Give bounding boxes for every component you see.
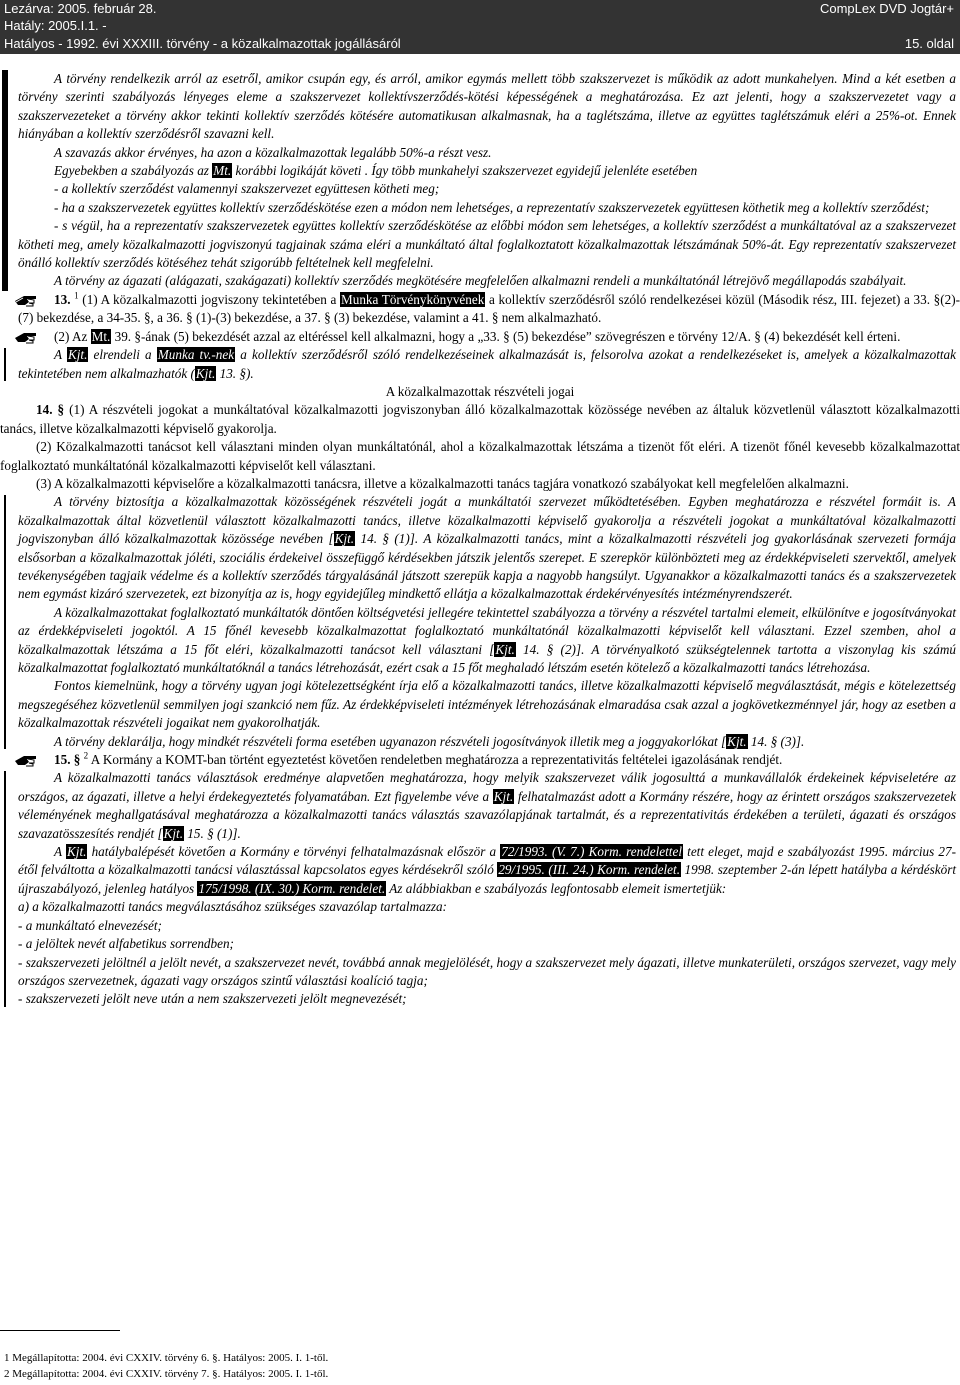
section-number: 14. § [36,402,65,418]
link-kjt[interactable]: Kjt. [67,347,88,363]
link-kjt[interactable]: Kjt. [493,788,514,804]
section-15 [0,751,960,769]
effective-date: Hatály: 2005.I.1. - [4,18,107,33]
link-munka-tv[interactable]: Munka tv.-nek [157,347,235,363]
link-kjt[interactable]: Kjt. [727,733,747,749]
list-item: - a jelöltek nevét alfabetikus sorrendben; [18,936,234,952]
document-body [0,70,960,1320]
paragraph: - ha a szakszervezetek együttes kollektív szerződéskötése ezen a módon nem lehetséges, a reprezentatív szakszervezetek együttesen köthetik meg a kollektív szerződést; [54,199,930,215]
pointing-hand-icon[interactable] [14,292,38,308]
paragraph: A törvény rendelkezik arról az esetről, amikor csupán egy, és arról, amikor egymás mellett több szakszervezet is működik az adott munkahelyen. Mind a két esetben a törvény szerinti szabályozás lényeges eleme a szakszervezet kollektívszerződés-kötési képességének a meghatározása. Ez azt jelenti, hogy a szakszervezetet vagy a szakszervezeteket a törvény akkor tekinti kollektív szerződés kötésére automatikusan alkalmasnak, ha a taglétszáma, illetve az együttes taglétszámuk eléri a 25%-ot. Ennek hiányában a kollektív szerződésről szavazni kell. [18,71,956,142]
paragraph: A Kjt. hatálybalépését követően a Kormány e törvényi felhatalmazásnak először a 72/1993. (V. 7.) Korm. rendelettel tett eleget, majd e szabályozást 1995. március 27-étől felváltotta a közalkalmazotti tanácsi választással kapcsolatos egyes kérdésekről szóló 29/1995. (III. 24.) Korm. rendelet. 1998. szeptember 2-án lépett hatályba a kérdéskört újraszabályozó, jelenleg hatályos 175/1998. (IX. 30.) Korm. rendelet. Az alábbiakban e szabályozás legfontosabb elemeit ismertetjük: [18,844,956,896]
pointing-hand-icon[interactable] [14,752,38,768]
paragraph: A Kjt. elrendeli a Munka tv.-nek a kollektív szerződésről szóló rendelkezéseinek alkalmazását is, felsorolva azokat a rendelkezéseket is, amelyek a közalkalmazottak tekintetében nem alkalmazhatók (Kjt. 13. §). [18,347,957,381]
paragraph: A törvény biztosítja a közalkalmazottak közösségének részvételi jogát a munkáltatói szervezet működtetésében. Egyben meghatározza e részvétel formáit is. A közalkalmazottak által közvetlenül választott közalkalmazotti tanács, illetve közalkalmazotti képviselő gyakorolja a részvételi jogokat a munkáltatóval közalkalmazotti jogviszonyban álló közalkalmazottak közössége nevében [Kjt. 14. § (1)]. A közalkalmazotti tanács, mint a közalkalmazotti részvételi jog gyakorlásának szervezeti formája elsősorban a közalkalmazottak jóléti, szociális érdekeivel összefüggő kérdésekben játszik jelentős szerepet. E szerepkör különbözteti meg az érdekképviseleti szervektől, amelyek tevékenységében tagjaik védelme és a kollektív szerződés tárgyalásánál játszott szerepük kapja a nagyobb hangsúlyt. Ugyanakkor a közalkalmazotti tanács és a szakszervezetek nem egymást kizáró szervezetek, ezt bizonyítja az is, hogy egyidejűleg mindkettő ellátja a közalkalmazottak érdekérvényesítés intézményrendszerét. [18,494,957,602]
paragraph: A törvény az ágazati (alágazati, szakágazati) kollektív szerződés megkötésére megfelelően alkalmazni rendeli a munkáltatónál létrejövő megállapodás szabályait. [54,273,907,289]
section-number: 13. [54,291,71,307]
page-number: 15. oldal [904,36,954,51]
paragraph: A közalkalmazottakat foglalkoztató munkáltatók döntően költségvetési jellegére tekintettel szabályozza a törvény a részvétel tartalmi elemeit, elkülönítve e jogosítványokat az érdekképviseleti jogoktól. A 15 főnél kevesebb közalkalmazottat foglalkoztató munkáltatónál közalkalmazotti képviselőt kell választani. Ezzel szemben, ahol a közalkalmazottak létszáma a 15 főt eléri, közalkalmazotti tanácsot kell választani [Kjt. 14. § (2)]. A törvényalkotó szükségtelennek tartotta a viszonylag kis számú közalkalmazottat foglalkoztató munkáltatóknál a tanács létrehozását, ezért csak a 15 főt meghaladó létszám esetén kötelező a közalkalmazotti tanács létrehozása. [18,604,956,675]
footnote-divider [0,1330,120,1331]
section-number: 15. § [54,752,81,768]
list-item: - szakszervezeti jelölt neve után a nem szakszervezeti jelölt megnevezését; [18,991,407,1007]
paragraph: Fontos kiemelnünk, hogy a törvény ugyan jogi kötelezettségként írja elő a közalkalmazotti tanács, illetve közalkalmazotti képviselő megválasztását, mégis e kötelezettség megszegéséhez közvetlenül semmilyen jogi szankció nem fűz. Az érdekképviseleti intézmények létrehozásának elmaradása csak azzal a jogkövetkezménnyel jár, hogy az esetben a közalkalmazottak részvételi jogaikat nem gyakorolhatják. [18,678,956,731]
section-14-paragraph-2: (2) Közalkalmazotti tanácsot kell választani minden olyan munkáltatónál, ahol a közalkalmazottak létszáma a tizenöt főt eléri. A tizenöt főnél kevesebb közalkalmazottat foglalkoztató munkáltatónál közalkalmazotti képviselőt kell választani. [0,439,960,473]
link-mt[interactable]: Mt. [91,328,111,344]
commentary-block-12 [0,70,960,291]
list-item: - szakszervezeti jelöltnél a jelölt nevét, a szakszervezet nevét, továbbá annak megjelölését, hogy a szakszervezet mely ágazati, illetve munkaterületi, országos szervezet, vagy mely országos szervezetnek, ágazati vagy országos szintű választási koalíció tagja; [18,954,956,988]
closing-date: Lezárva: 2005. február 28. [4,1,157,16]
paragraph: A törvény deklarálja, hogy mindkét részvételi forma esetében ugyanazon részvételi jogosítványok illetik meg a joggyakorlókat [Kjt. 14. § (3)]. [54,733,805,749]
commentary-block-15 [0,769,960,1008]
list-item: - a munkáltató elnevezését; [18,917,162,933]
section-14-paragraph-3: (3) A közalkalmazotti képviselőre a közalkalmazotti tanácsra, illetve a közalkalmazotti tanács tagjára vonatkozó szabályokat kell megfelelően alkalmazni. [36,475,849,491]
commentary-block-14 [0,493,960,751]
section-15-paragraph: 15. § $^2$ A Kormány a KOMT-ban történt egyeztetést követően rendeletben meghatározza a reprezentativitás feltételei igazolásának rendjét. [54,750,783,768]
footnote-1: 1 Megállapította: 2004. évi CXXIV. törvény 6. §. Hatályos: 2005. I. 1-től. [4,1352,329,1364]
paragraph: A szavazás akkor érvényes, ha azon a közalkalmazottak legalább 50%-a részt vesz. [54,144,492,160]
link-kjt[interactable]: Kjt. [495,641,515,657]
link-decree-72-1993[interactable]: 72/1993. (V. 7.) Korm. rendelettel [501,844,682,860]
footnote-ref-1[interactable]: 1 [74,290,79,301]
product-name: CompLex DVD Jogtár+ [819,1,954,16]
link-mt[interactable]: Mt. [213,163,232,179]
subtitle: A közalkalmazottak részvételi jogai [385,383,575,399]
link-kjt[interactable]: Kjt. [334,531,355,547]
page-header [0,0,960,54]
section-13 [0,291,960,328]
law-title: Hatályos - 1992. évi XXXIII. törvény - a közalkalmazottak jogállásáról [4,36,401,51]
list-item: a) a közalkalmazotti tanács megválasztásához szükséges szavazólap tartalmazza: [18,899,447,915]
paragraph: - a kollektív szerződést valamennyi szakszervezet együttesen kötheti meg; [54,181,440,197]
paragraph: - s végül, ha a reprezentatív szakszervezetek együttes kollektív szerződéskötése az előbbi módon sem lehetséges, a kollektív szerződést a munkáltatóval az a szakszervezet kötheti meg, amely közalkalmazotti jogviszonyú tagjainak száma eléri a munkáltató által foglalkoztatott közalkalmazottak létszámának 50%-át. Egy reprezentatív szakszervezet önálló kollektív szerződés kötéséhez tehát szigorúbb feltételnek kell megfelelni. [18,218,956,271]
link-kjt[interactable]: Kjt. [66,844,87,860]
paragraph: Egyebekben a szabályozás az Mt. korábbi logikáját követi . Így több munkahelyi szakszervezet egyidejű jelenléte esetében [54,163,698,179]
footnote-2: 2 Megállapította: 2004. évi CXXIV. törvény 7. §. Hatályos: 2005. I. 1-től. [4,1368,329,1380]
link-kjt[interactable]: Kjt. [195,365,216,381]
section-14 [0,401,960,493]
section-14-paragraph-1: 14. § (1) A részvételi jogokat a munkáltatóval közalkalmazotti jogviszonyban álló közalkalmazottak közössége nevében az általuk közvetlenül választott közalkalmazotti tanács, illetve közalkalmazotti képviselő gyakorolja. [0,402,960,436]
paragraph: A közalkalmazotti tanács választások eredménye alapvetően meghatározza, hogy melyik szakszervezet válik jogosulttá a munkavállalók érdekeinek képviseletére az országos, az ágazati, illetve a helyi érdekegyeztetés folyamatában. Ezt figyelembe véve a Kjt. felhatalmazást adott a Kormány részére, hogy az érintett országos szakszervezetek véleményének meghallgatásával meghatározza a közalkalmazotti tanács választás szavazólapjának tartalmát, és a reprezentativitás érdekében a területi, ágazati és országos szavazatösszesítés rendjét [Kjt. 15. § (1)]. [18,770,956,841]
section-13-paragraph-1: 13. $^1$ (1) A közalkalmazotti jogviszony tekintetében a Munka Törvénykönyvének a kollektív szerződésről szóló rendelkezései közül (Második rész, III. fejezet) a 33. §(2)-(7) bekezdése, a 34-35. §, a 36. § (1)-(3) bekezdése, a 37. § (3) bekezdése, valamint a 41. § nem alkalmazható. [18,290,960,326]
section-13-para-2 [0,328,960,346]
link-munka-tv[interactable]: Munka Törvénykönyvének [341,291,485,307]
pointing-hand-icon[interactable] [14,329,38,345]
link-decree-175-1998[interactable]: 175/1998. (IX. 30.) Korm. rendelet. [198,880,386,896]
link-kjt[interactable]: Kjt. [163,825,183,841]
footnote-ref-2[interactable]: 2 [83,750,89,761]
link-decree-29-1995[interactable]: 29/1995. (III. 24.) Korm. rendelet. [498,862,680,878]
section-13-paragraph-2: (2) Az Mt. 39. §-ának (5) bekezdését azzal az eltéréssel kell alkalmazni, hogy a „33. § (5) bekezdése” szövegrészen e törvény 12/A. § (4) bekezdését kell érteni. [54,328,901,344]
commentary-block-13 [0,346,960,383]
